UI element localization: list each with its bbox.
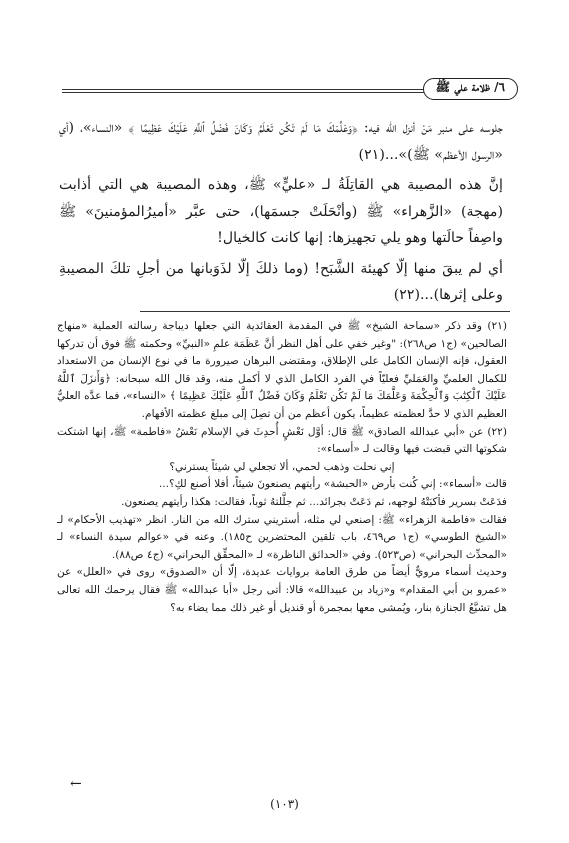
footnote-22: (٢٢) عن «أبي عبدالله الصادق» ﷺ قال: أوَّل نَعْشٍ أُحدِثَ في الإسلام نَعْشُ «فاطمة» ﷺ، إنها اشتكت شكوتها التي قبضت فيها وقالت لـ «أسماء»: [57, 425, 507, 456]
footnote-text: وحديث أسماء مرويٌّ أيضاً من طرق العامة بروايات عديدة، إلّا أن «الصدوق» روى في «العلل» عن «عمرو بن أبي المقدام» و«زياد بن عبيدالله» قالا: أتى رجل «أبا عبدالله» ﷺ فقال يرحمك الله تعالى هل تشيَّعُ الجنازة بنار، ويُمشى معها بمجمرة أو قنديل أو غير ذلك مما يضاء به؟ [57, 566, 507, 614]
footnote-quote: إني نحلت وذهب لحمي، ألا تجعلي لي شيئاً يسترني؟ [169, 460, 395, 473]
footnote-text: فقالت «فاطمة الزهراء» ﷺ: إصنعي لي مثله، أستريني سترك الله من النار. انظر «تهذيب الأحكام» لـ «الشيخ الطوسي» (ج١ ص٤٦٩، باب تلقين المحتضرين ح١٨٥). وعنه في «عوالم سيدة النساء» لـ «المحدِّث البحراني» (ص٥٢٣). وفي «الحدائق الناظرة» لـ «المحقِّق البحراني» (ج٤ ص٨٨). [57, 513, 507, 561]
continuation-arrow-icon: ← [70, 776, 82, 792]
footnote-text: فدَعَتْ بسرير فأكبَتْهُ لوجهه، ثم دَعَتْ بجرائد... ثم جلَّلتهُ ثوباً، فقالت: هكذا رأيتهم يصنعون. [121, 495, 507, 508]
paragraph: جلوسه على منبر مَنْ أنزل الله فيه: ﴿وَعَلَّمَكَ مَا لَمْ تَكُن تَعْلَمُ وَكَانَ فَضْلُ ٱللَّهِ عَلَيْكَ عَظِيمًا ﴾ «النساء»، (أي «الرسول الأعظم» ﷺ)»...(٢١) [59, 120, 503, 163]
footnote-separator [140, 311, 510, 312]
paragraph: أي لم يبقَ منها إلّا كهيئة الشَّبَح! (وما ذلكَ إلّا لذَوَبانها من أجلِ تلكَ المصيبةِ وعلى إثرها)...(٢٢) [59, 260, 503, 303]
page-number: (١٠٣) [270, 797, 299, 811]
main-text [59, 115, 503, 309]
footnotes [57, 318, 507, 617]
header-title: ٦/ ظلامة علي ﷺ [423, 78, 518, 100]
running-header [62, 78, 520, 104]
paragraph: إنَّ هذه المصيبة هي القاتِلَةُ لـ «عليٍّ» ﷺ، وهذه المصيبة هي التي أذابت (مهجة) «الزَّهراء» ﷺ (وأنْحَلَتْ جسمَها)، حتى عبَّر «أميرُالمؤمنينَ» ﷺ واصِفاً حالَتها وهو يلي تجهيزها: إنها كانت كالخيال! [59, 177, 503, 246]
footnote-text: قالت «أسماء»: إني كُنت بأرض «الحبشة» رأيتهم يصنعونَ شيئاً، أفلا أصنع لكِ؟... [158, 478, 507, 491]
footnote-21: (٢١) وقد ذكر «سماحة الشيخ» ﷺ في المقدمة العقائدية التي جعلها ديباجة رسالته العملية «منهاج الصالحين» (ج١ ص٢٦٨): "وغير خفي على أهل النظر أنَّ عَظَمَة علمِ «النبيِّ» وحكمته ﷺ فوق أن تدركها العقول، فإنه الإنسان الكامل على الإطلاق، ومقتضى البرهان صيرورة ما في نوع الإنسان من الاستعداد للكمال العلميِّ والعَمَليِّ فعليّاً في الفرد الكامل الذي لا أكمل منه، وقد قال الله سبحانه: ﴿وَأَنزَلَ ٱللَّهُ عَلَيْكَ ٱلْكِتَٰبَ وَٱلْحِكْمَةَ وَعَلَّمَكَ مَا لَمْ تَكُن تَعْلَمُ وَكَانَ فَضْلُ ٱللَّهِ عَلَيْكَ عَظِيمًا ﴾ «النساء»، فما عدَّه العليُّ العظيم الذي لا حدَّ لعظمته عظيماً، يكون أعظم من أن تصِلَ إلى مبلغ عظمته الأفهام. [57, 320, 507, 420]
